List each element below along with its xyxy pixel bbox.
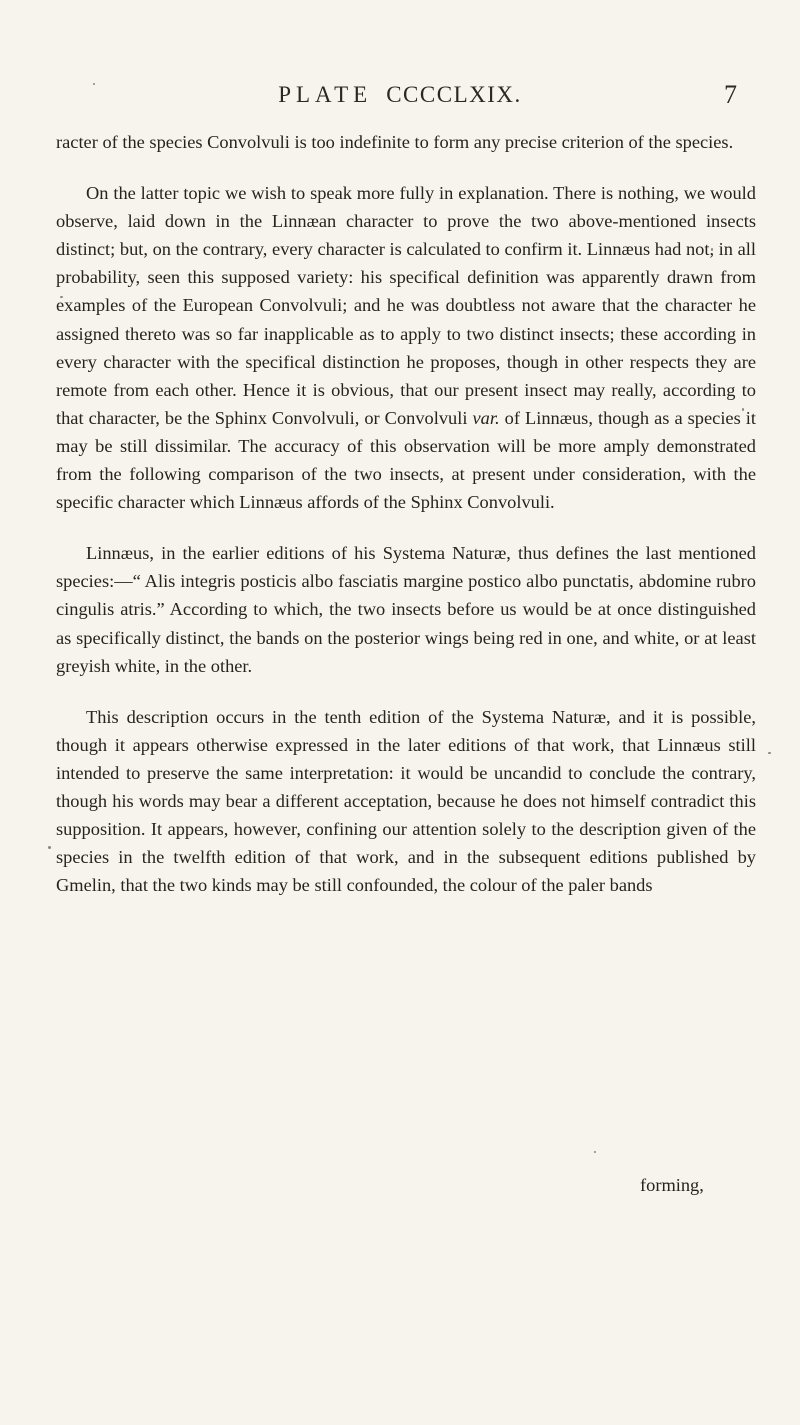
paragraph-latter-topic <box>56 179 756 516</box>
catchword: forming, <box>640 1175 704 1195</box>
paragraph-tenth-edition: This description occurs in the tenth edition of the Systema Naturæ, and it is possible, though it appears otherwise expressed in the later editions of that work, that Linnæus still intended to preserve the same interpretation: it would be uncandid to conclude the contrary, though his words may bear a different acceptation, because he does not himself contradict this supposition. It appears, however, confining our attention solely to the description given of the species in the twelfth edition of that work, and in the subsequent editions published by Gmelin, that the two kinds may be still confounded, the colour of the paler bands <box>56 706 756 896</box>
paragraph-linnaeus-definition: Linnæus, in the earlier editions of his Systema Naturæ, thus defines the last mentioned species:—“ Alis integris posticis albo fasciatis margine postico albo punctatis, abdomine rubro cingulis atris.” According to which, the two insects before us would be at once distinguished as specifically distinct, the bands on the posterior wings being red in one, and white, or at least greyish white, in the other. <box>56 543 756 676</box>
italic-var: var. <box>472 407 500 428</box>
plate-number: CCCCLXIX. <box>386 82 522 107</box>
body-text <box>56 128 756 899</box>
plate-word: PLATE <box>278 82 373 107</box>
ink-speck <box>768 752 771 754</box>
paragraph-continuation: racter of the species Convolvuli is too indefinite to form any precise criterion of the species. <box>56 132 734 152</box>
paragraph-text: of Linnæus, though as a species it may be still dissimilar. The accuracy of this observation will be more amply demonstrated from the following comparison of the two insects, at present under consideration, with the specific character which Linnæus affords of the Sphinx Convolvuli. <box>56 407 756 513</box>
page-number: 7 <box>724 80 737 109</box>
ink-speck <box>48 846 51 849</box>
paragraph-text: On the latter topic we wish to speak more fully in explanation. There is nothing, we would observe, laid down in the Linnæan character to prove the two above-mentioned insects distinct; but, on the contrary, every character is calculated to confirm it. Linnæus had not, in all probability, seen this supposed variety: his specifical definition was apparently drawn from examples of the European Convolvuli; and he was doubtless not aware that the character he assigned thereto was so far inapplicable as to apply to two distinct insects; these according in every character with the specifical distinction he proposes, though in other respects they are remote from each other. Hence it is obvious, that our present insect may really, according to that character, be the Sphinx Convolvuli, or Convolvuli <box>56 183 756 428</box>
plate-title <box>200 82 600 108</box>
running-header <box>0 82 800 122</box>
ink-speck <box>594 1151 596 1153</box>
